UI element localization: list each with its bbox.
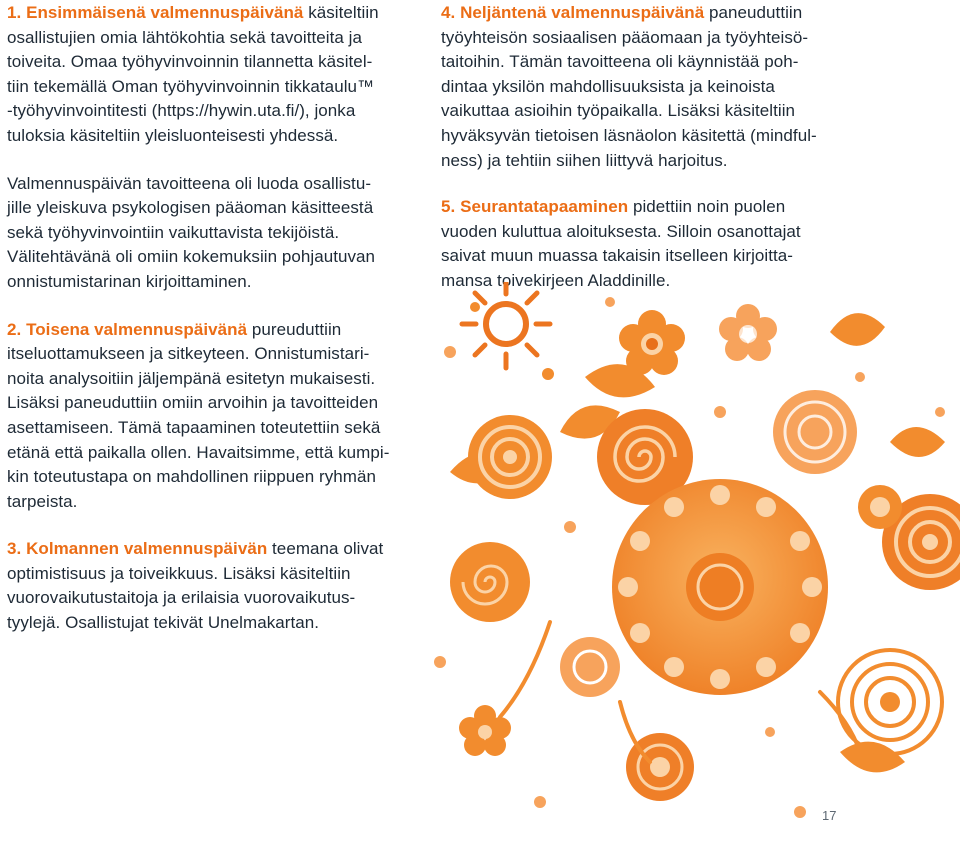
page-number: 17: [822, 808, 837, 823]
paragraph-day-2: [7, 318, 417, 515]
highlight-term: Seurantatapaaminen: [460, 197, 629, 217]
paragraph-day-3: [7, 537, 417, 635]
paragraph-day-1: [7, 1, 417, 149]
text-line: vaikuttaa asioihin työpaikalla. Lisäksi käsiteltiin: [441, 101, 796, 121]
list-number: 2.: [7, 319, 22, 339]
blossom-icon: [858, 485, 902, 529]
text-line: Valmennuspäivän tavoitteena oli luoda osallistu-: [7, 173, 372, 193]
orange-floral-pattern-icon: [420, 282, 960, 838]
list-number: 5.: [441, 197, 456, 217]
right-text-column: [441, 1, 821, 294]
paragraph-follow-up: [441, 195, 821, 293]
large-flower-icon: [612, 479, 828, 695]
text-line: teemana olivat: [267, 539, 384, 559]
paragraph-day-4: [441, 1, 821, 173]
text-line: tiin tekemällä Oman työhyvinvoinnin tikkataulu™: [7, 76, 375, 96]
text-line: itseluottamukseen ja sitkeyteen. Onnistumistari-: [7, 344, 370, 364]
blossom-icon: [619, 310, 685, 375]
text-line: noita analysoitiin jäljempänä esitetyn mukaisesti.: [7, 368, 376, 388]
text-line: etänä että paikalla ollen. Havaitsimme, että kumpi-: [7, 442, 390, 462]
text-line: mansa toivekirjeen Aladdinille.: [441, 270, 671, 290]
highlight-term: Neljäntenä valmennuspäivänä: [460, 3, 705, 22]
left-text-column: [7, 1, 417, 636]
text-line: ness) ja tehtiin siihen liittyvä harjoitus.: [441, 150, 728, 170]
text-line: osallistujien omia lähtökohtia sekä tavoitteita ja: [7, 27, 362, 47]
highlight-term: Toisena valmennuspäivänä: [26, 319, 248, 339]
text-line: työyhteisön sosiaalisen pääomaan ja työyhteisö-: [441, 27, 809, 47]
text-line: Lisäksi paneuduttiin omiin arvoihin ja tavoitteiden: [7, 393, 379, 413]
sun-icon: [462, 282, 550, 368]
text-line: tyylejä. Osallistujat tekivät Unelmakartan.: [7, 613, 320, 633]
rose-icon: [773, 390, 857, 474]
text-line: kin toteutustapa on mahdollinen riippuen ryhmän: [7, 467, 377, 487]
text-line: saivat muun muassa takaisin itselleen kirjoitta-: [441, 246, 793, 266]
text-line: onnistumistarinan kirjoittaminen.: [7, 271, 252, 291]
list-number: 4.: [441, 3, 456, 22]
text-line: käsiteltiin: [303, 3, 379, 22]
text-line: sekä työhyvinvointiin vaikuttavista tekijöistä.: [7, 222, 340, 242]
spacer: [7, 514, 417, 537]
text-line: optimistisuus ja toiveikkuus. Lisäksi käsiteltiin: [7, 563, 351, 583]
blossom-icon: [719, 304, 777, 361]
blossom-icon: [560, 637, 620, 697]
spacer: [441, 173, 821, 195]
text-line: Välitehtävänä oli omiin kokemuksiin pohjautuvan: [7, 247, 376, 267]
text-line: asettamiseen. Tämä tapaaminen toteutettiin sekä: [7, 417, 381, 437]
spacer: [7, 295, 417, 318]
text-line: toiveita. Omaa työhyvinvoinnin tilannetta käsitel-: [7, 52, 373, 72]
list-number: 1.: [7, 3, 22, 22]
list-number: 3.: [7, 539, 22, 559]
text-line: -työhyvinvointitesti (https://hywin.uta.fi/), jonka: [7, 101, 356, 121]
rose-icon: [450, 542, 530, 622]
text-line: pidettiin noin puolen: [628, 197, 786, 217]
text-line: vuoden kuluttua aloituksesta. Silloin osanottajat: [441, 221, 801, 241]
text-line: tuloksia käsiteltiin yleisluonteisesti yhdessä.: [7, 125, 339, 145]
text-line: paneuduttiin: [704, 3, 803, 22]
dot-icon: [542, 368, 554, 380]
text-line: jille yleiskuva psykologisen pääoman käsitteestä: [7, 198, 374, 218]
text-line: tarpeista.: [7, 491, 78, 511]
highlight-term: Ensimmäisenä valmennuspäivänä: [26, 3, 304, 22]
spacer: [7, 149, 417, 172]
text-line: dintaa yksilön mahdollisuuksista ja keinoista: [441, 76, 775, 96]
dot-icon: [470, 302, 480, 312]
text-line: vuorovaikutustaitoja ja erilaisia vuorovaikutus-: [7, 588, 356, 608]
text-line: taitoihin. Tämän tavoitteena oli käynnistää poh-: [441, 52, 799, 72]
text-line: pureuduttiin: [247, 319, 342, 339]
text-line: hyväksyvän tietoisen läsnäolon käsitettä (mindful-: [441, 125, 817, 145]
highlight-term: Kolmannen valmennuspäivän: [26, 539, 268, 559]
rose-icon: [468, 415, 552, 499]
paragraph-day-1-goal: [7, 172, 417, 295]
